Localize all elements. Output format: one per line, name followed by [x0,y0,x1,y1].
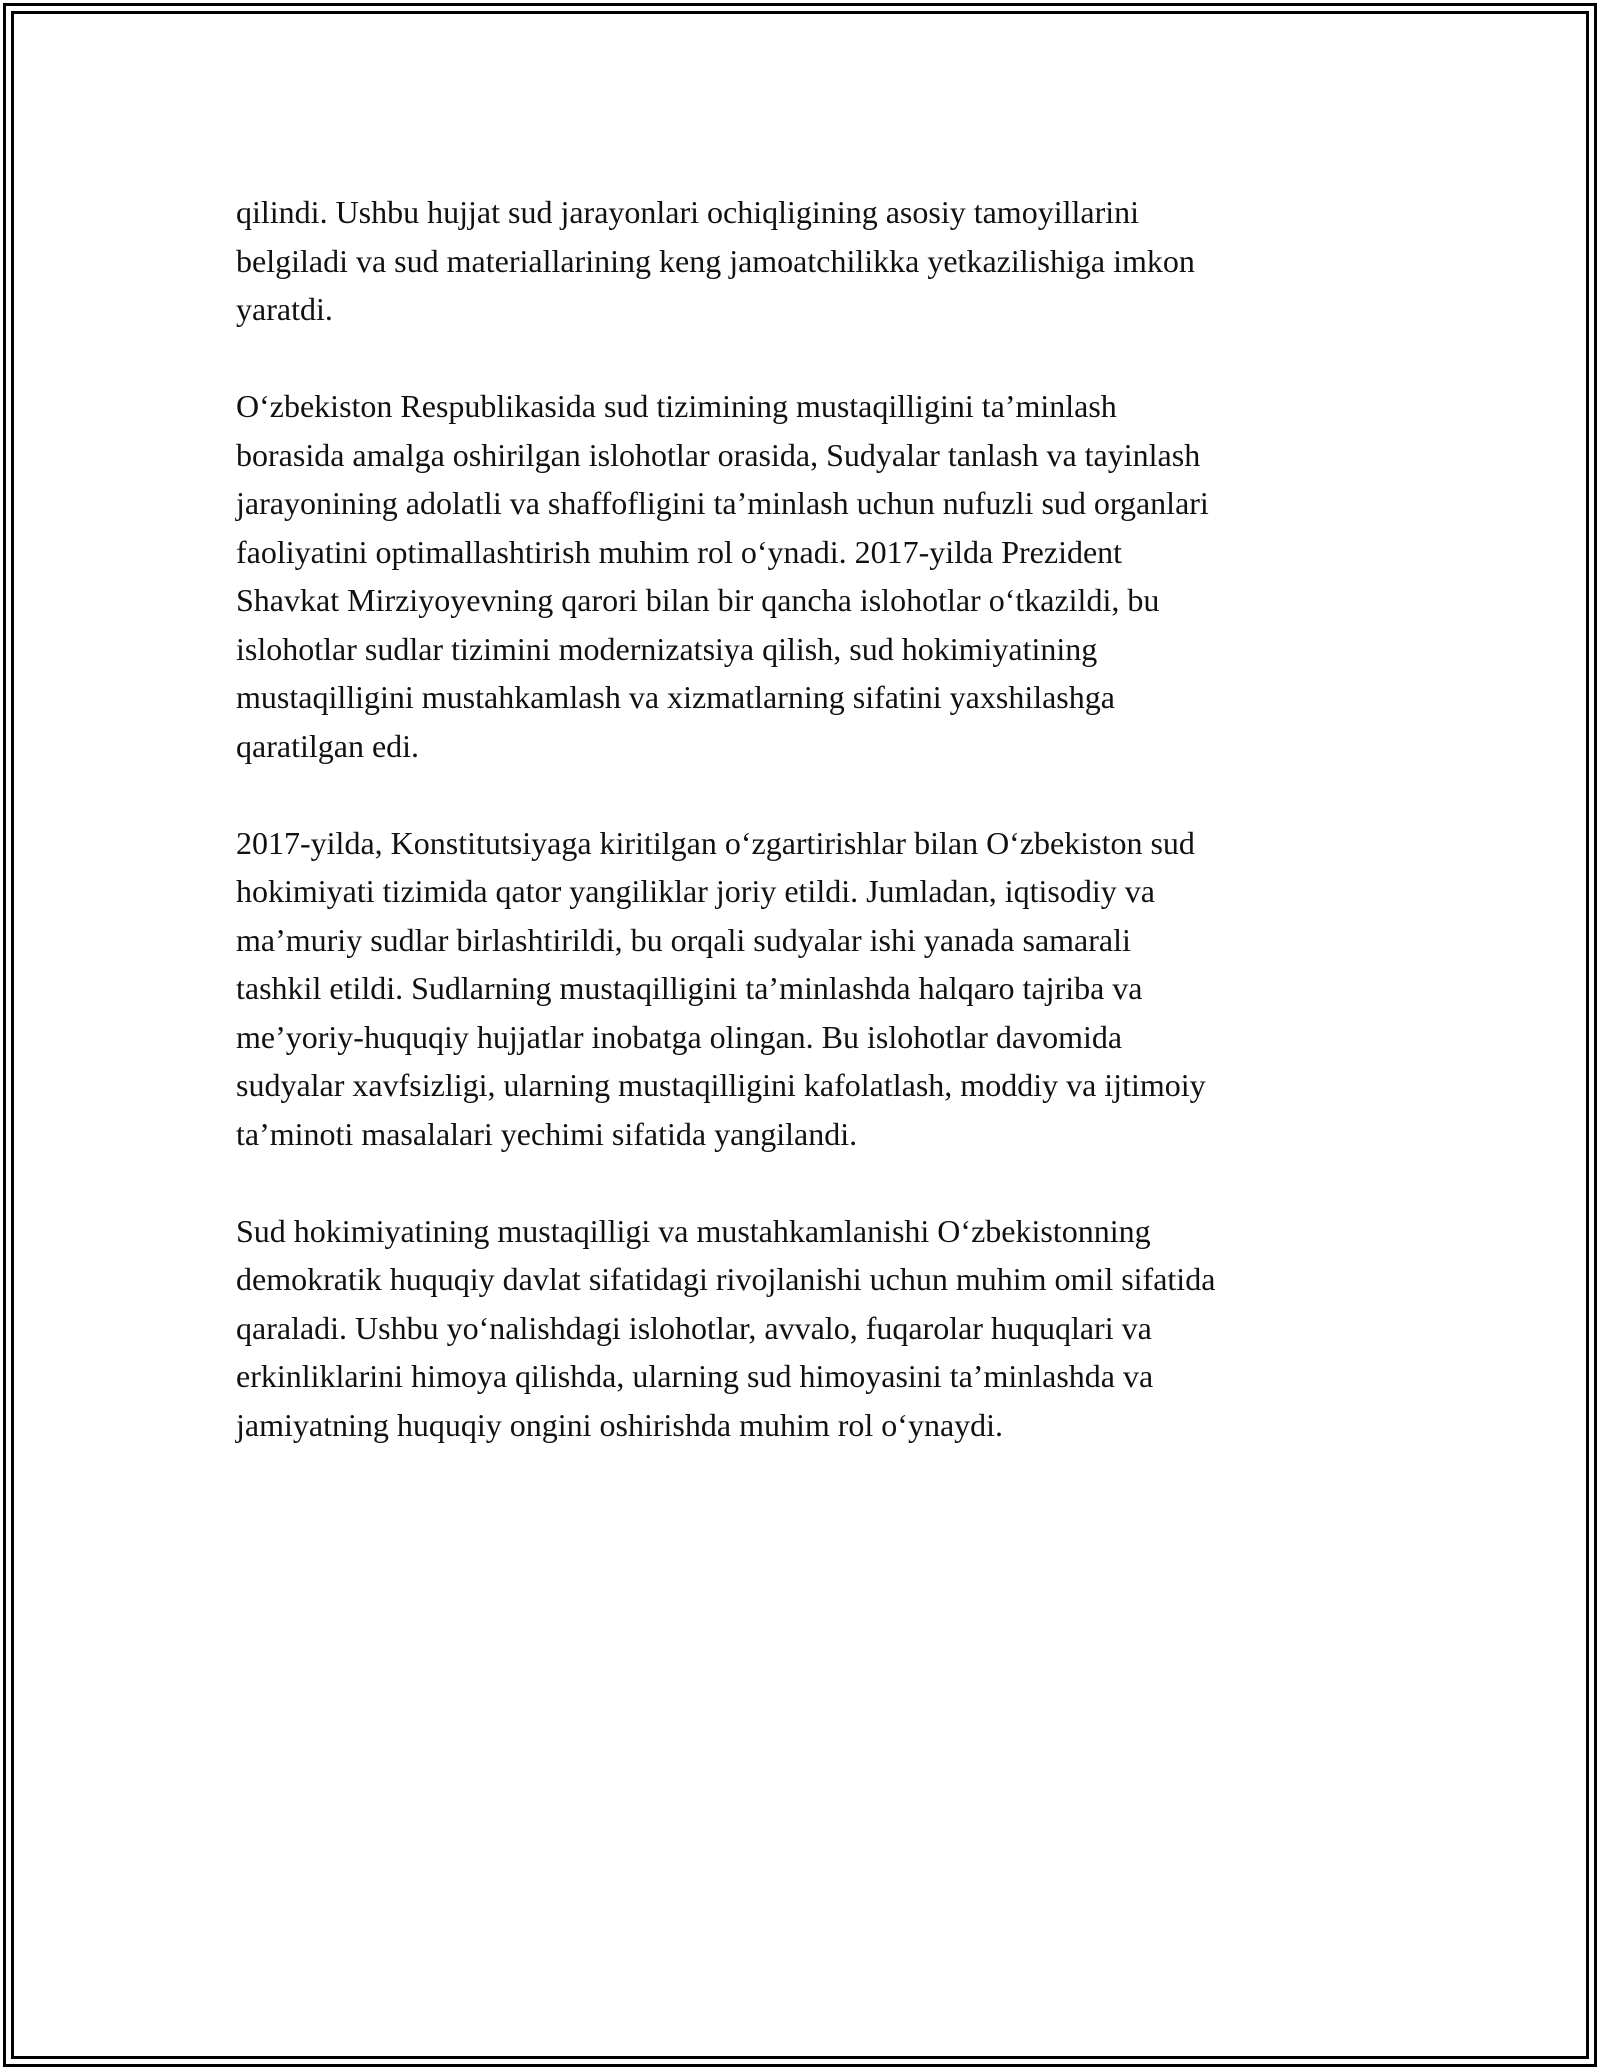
text-line: mustaqilligini mustahkamlash va xizmatlarning sifatini yaxshilashga [236,679,1115,715]
text-line: me’yoriy-huquqiy hujjatlar inobatga olingan. Bu islohotlar davomida [236,1018,1123,1055]
paragraph-1 [236,188,1386,334]
text-line: jarayonining adolatli va shaffofligini ta’minlash uchun nufuzli sud organlari [236,485,1209,521]
text-line: borasida amalga oshirilgan islohotlar orasida, Sudyalar tanlash va tayinlash [236,436,1201,473]
text-line: qilindi. Ushbu hujjat sud jarayonlari ochiqligining asosiy tamoyillarini [236,194,1139,230]
paragraph-4 [236,1207,1386,1450]
text-line: tashkil etildi. Sudlarning mustaqilligini ta’minlashda halqaro tajriba va [236,970,1143,1006]
text-line: belgiladi va sud materiallarining keng jamoatchilikka yetkazilishiga imkon [236,242,1195,279]
text-line: demokratik huquqiy davlat sifatidagi rivojlanishi uchun muhim omil sifatida [236,1261,1216,1297]
text-line: jamiyatning huquqiy ongini oshirishda muhim rol o‘ynaydi. [236,1406,1004,1443]
text-line: yaratdi. [236,291,333,327]
text-line: 2017-yilda, Konstitutsiyaga kiritilgan o‘zgartirishlar bilan O‘zbekiston sud [236,824,1195,861]
text-line: faoliyatini optimallashtirish muhim rol o‘ynadi. 2017-yilda Prezident [236,533,1123,570]
text-line: islohotlar sudlar tizimini modernizatsiya qilish, sud hokimiyatining [236,630,1098,667]
text-line: qaratilgan edi. [236,727,420,764]
text-line: erkinliklarini himoya qilishda, ularning sud himoyasini ta’minlashda va [236,1358,1154,1394]
paragraph-2 [236,382,1386,770]
text-line: ma’muriy sudlar birlashtirildi, bu orqali sudyalar ishi yanada samarali [236,921,1131,958]
text-line: qaraladi. Ushbu yo‘nalishdagi islohotlar, avvalo, fuqarolar huquqlari va [236,1309,1152,1346]
text-line: sudyalar xavfsizligi, ularning mustaqilligini kafolatlash, moddiy va ijtimoiy [236,1067,1206,1103]
document-body [236,188,1386,1498]
text-line: Shavkat Mirziyoyevning qarori bilan bir qancha islohotlar o‘tkazildi, bu [236,582,1160,618]
text-line: O‘zbekiston Respublikasida sud tizimining mustaqilligini ta’minlash [236,388,1117,424]
text-line: ta’minoti masalalari yechimi sifatida yangilandi. [236,1115,858,1152]
text-line: hokimiyati tizimida qator yangiliklar joriy etildi. Jumladan, iqtisodiy va [236,873,1155,909]
text-line: Sud hokimiyatining mustaqilligi va mustahkamlanishi O‘zbekistonning [236,1212,1151,1249]
paragraph-3 [236,819,1386,1159]
